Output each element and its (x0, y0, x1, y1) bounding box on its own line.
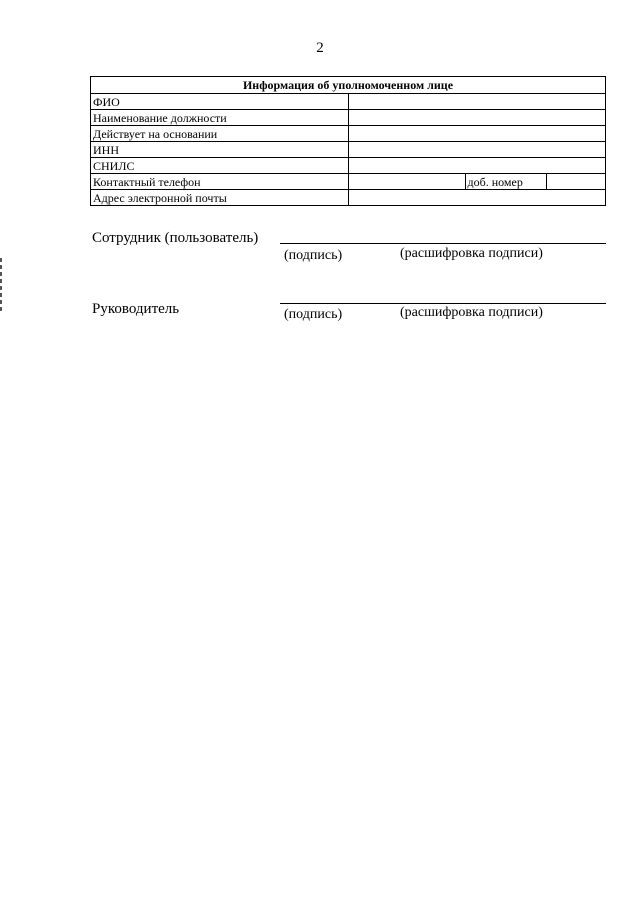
table-row (91, 142, 606, 158)
manager-signature-caption: (подпись) (284, 307, 343, 322)
table-title: Информация об уполномоченном лице (91, 77, 606, 94)
row-label-basis: Действует на основании (91, 126, 349, 142)
full-name-field[interactable] (348, 94, 606, 110)
extension-field[interactable] (546, 174, 605, 189)
phone-field[interactable] (349, 174, 466, 189)
employee-signature-line[interactable] (280, 243, 606, 244)
table-row (91, 158, 606, 174)
row-label-full-name: ФИО (91, 94, 349, 110)
row-label-phone: Контактный телефон (91, 174, 349, 190)
row-label-inn: ИНН (91, 142, 349, 158)
row-label-snils: СНИЛС (91, 158, 349, 174)
employee-signature-label: Сотрудник (пользователь) (92, 230, 259, 246)
snils-field[interactable] (348, 158, 606, 174)
inn-field[interactable] (348, 142, 606, 158)
table-row (91, 174, 606, 190)
email-field[interactable] (348, 190, 606, 206)
employee-decode-caption: (расшифровка подписи) (400, 246, 543, 261)
table-row (91, 190, 606, 206)
row-label-position: Наименование должности (91, 110, 349, 126)
row-label-email: Адрес электронной почты (91, 190, 349, 206)
page-number: 2 (316, 40, 324, 56)
manager-signature-label: Руководитель (92, 301, 180, 317)
manager-decode-caption: (расшифровка подписи) (400, 305, 543, 320)
phone-cell (348, 174, 606, 190)
extension-label: доб. номер (465, 174, 546, 189)
table-row (91, 94, 606, 110)
employee-signature-caption: (подпись) (284, 248, 343, 263)
table-row (91, 110, 606, 126)
scan-artifact (0, 258, 2, 314)
manager-signature-line[interactable] (280, 303, 606, 304)
basis-field[interactable] (348, 126, 606, 142)
authorized-person-table (90, 76, 606, 206)
position-field[interactable] (348, 110, 606, 126)
table-row (91, 126, 606, 142)
